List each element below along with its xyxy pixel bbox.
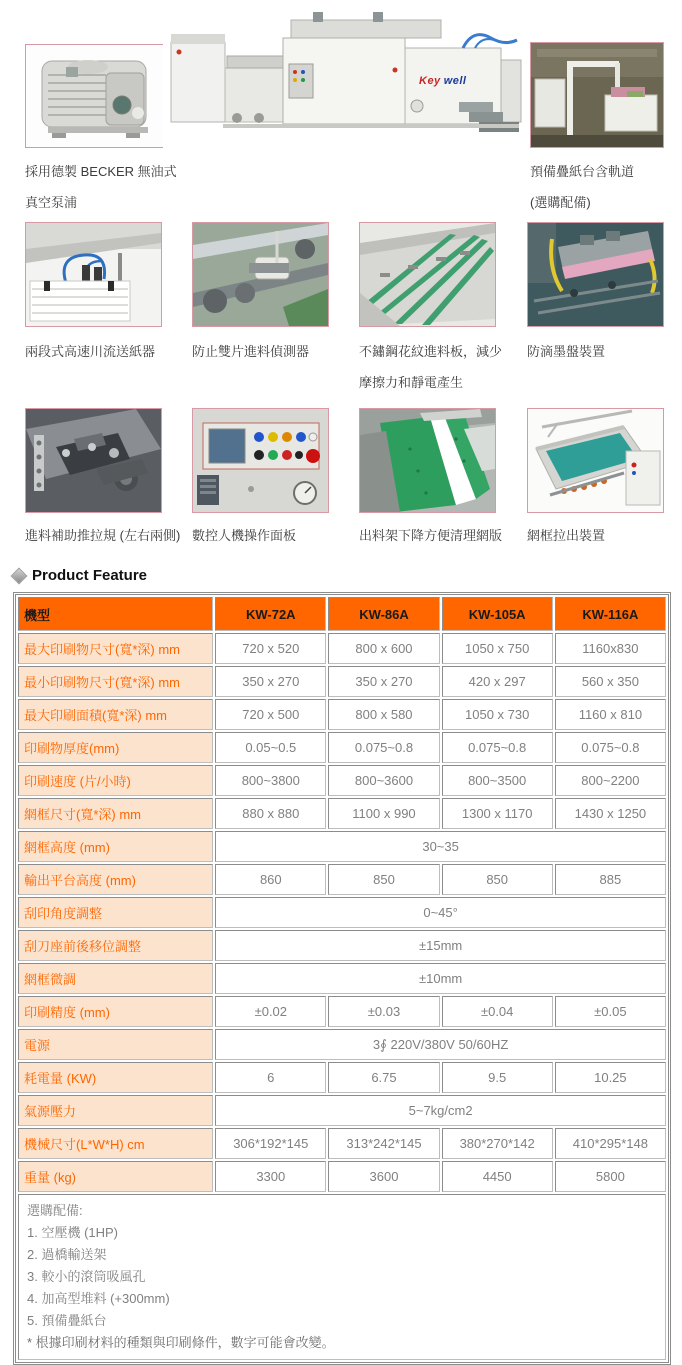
delivery-rack-illustration <box>359 408 496 513</box>
spec-value: 380*270*142 <box>442 1128 553 1159</box>
product-gallery <box>0 0 682 565</box>
spec-value: 3300 <box>215 1161 326 1192</box>
spec-header-model: KW-105A <box>442 597 553 631</box>
spec-value: 800~3500 <box>442 765 553 796</box>
spec-value: 420 x 297 <box>442 666 553 697</box>
spec-row <box>18 864 666 895</box>
spec-header-model: KW-116A <box>555 597 666 631</box>
frame-pullout-illustration <box>527 408 664 513</box>
footnote-line: 5. 預備疊紙台 <box>27 1313 107 1328</box>
spec-value: 1160 x 810 <box>555 699 666 730</box>
spec-value: 313*242*145 <box>328 1128 439 1159</box>
spec-value-span: 30~35 <box>215 831 666 862</box>
spec-value: 350 x 270 <box>328 666 439 697</box>
photo-vacuum-pump <box>25 44 165 148</box>
photo-feed-gauge <box>25 408 162 513</box>
spec-value: 0.05~0.5 <box>215 732 326 763</box>
spec-row-label: 最大印刷面積(寬*深) mm <box>18 699 213 730</box>
caption-line: 摩擦力和靜電產生 <box>359 375 464 390</box>
spec-value: ±0.05 <box>555 996 666 1027</box>
spec-value: 5800 <box>555 1161 666 1192</box>
caption-line: 網框拉出裝置 <box>527 528 606 543</box>
caption-line: 兩段式高速川流送紙器 <box>25 344 156 359</box>
spec-row-label: 電源 <box>18 1029 213 1060</box>
spec-row-label: 網框尺寸(寬*深) mm <box>18 798 213 829</box>
photo-ink-drip-tray <box>527 222 664 327</box>
spec-value: 860 <box>215 864 326 895</box>
section-heading <box>13 567 682 584</box>
spec-row <box>18 633 666 664</box>
feed-board-illustration <box>359 222 496 327</box>
brand-keywell-blue: well <box>443 75 467 87</box>
spec-value-span: ±10mm <box>215 963 666 994</box>
photo-delivery-rack <box>359 408 496 513</box>
spec-value: 850 <box>328 864 439 895</box>
spec-row-label: 網框微調 <box>18 963 213 994</box>
spec-value: 880 x 880 <box>215 798 326 829</box>
spec-header-model: KW-72A <box>215 597 326 631</box>
spec-row-label: 印刷精度 (mm) <box>18 996 213 1027</box>
spec-row-label: 印刷速度 (片/小時) <box>18 765 213 796</box>
spec-value: 1300 x 1170 <box>442 798 553 829</box>
spec-header-model-label: 機型 <box>18 597 213 631</box>
spec-value: 6.75 <box>328 1062 439 1093</box>
spec-row-label: 輸出平台高度 (mm) <box>18 864 213 895</box>
spec-row-label: 最小印刷物尺寸(寬*深) mm <box>18 666 213 697</box>
spec-value: 1100 x 990 <box>328 798 439 829</box>
spec-value: 0.075~0.8 <box>328 732 439 763</box>
photo-sheet-feeder <box>25 222 162 327</box>
spec-row <box>18 996 666 1027</box>
spec-value: 0.075~0.8 <box>555 732 666 763</box>
spec-value: 800~3600 <box>328 765 439 796</box>
spec-row-label: 刮刀座前後移位調整 <box>18 930 213 961</box>
photo-machine-overview <box>163 6 525 156</box>
photo-double-sheet-detector <box>192 222 329 327</box>
caption-vacuum-pump <box>25 156 177 218</box>
spec-row <box>18 1062 666 1093</box>
footnote-line: 選購配備: <box>27 1203 83 1218</box>
caption-ink-drip-tray <box>527 336 605 367</box>
spec-row <box>18 666 666 697</box>
spec-row <box>18 831 666 862</box>
caption-line: 進料補助推拉規 (左右兩側) <box>25 528 181 543</box>
spec-row-label: 網框高度 (mm) <box>18 831 213 862</box>
stacker-rail-illustration <box>530 42 664 148</box>
caption-frame-pullout <box>527 520 605 551</box>
spec-value: ±0.04 <box>442 996 553 1027</box>
spec-value: 1050 x 730 <box>442 699 553 730</box>
spec-value: 800 x 600 <box>328 633 439 664</box>
spec-value: 1050 x 750 <box>442 633 553 664</box>
section-title: Product Feature <box>32 567 148 584</box>
footnote-line: 3. 較小的滾筒吸風孔 <box>27 1269 146 1284</box>
spec-value: 306*192*145 <box>215 1128 326 1159</box>
vacuum-pump-illustration <box>25 44 165 148</box>
photo-control-panel <box>192 408 329 513</box>
spec-value: 800~2200 <box>555 765 666 796</box>
spec-value-span: 3∮ 220V/380V 50/60HZ <box>215 1029 666 1060</box>
spec-row <box>18 798 666 829</box>
spec-value: 350 x 270 <box>215 666 326 697</box>
spec-value: 3600 <box>328 1161 439 1192</box>
spec-value: 410*295*148 <box>555 1128 666 1159</box>
photo-paper-stacker-rail <box>530 42 664 148</box>
caption-line: 數控人機操作面板 <box>192 528 297 543</box>
spec-row-label: 印刷物厚度(mm) <box>18 732 213 763</box>
spec-row <box>18 732 666 763</box>
spec-row <box>18 1128 666 1159</box>
caption-line: 防止雙片進料偵測器 <box>192 344 310 359</box>
caption-line: 預備疊紙台含軌道 <box>530 164 635 179</box>
spec-row <box>18 699 666 730</box>
spec-row-label: 耗電量 (KW) <box>18 1062 213 1093</box>
spec-value: 1160x830 <box>555 633 666 664</box>
spec-row-label: 最大印刷物尺寸(寬*深) mm <box>18 633 213 664</box>
spec-row <box>18 1029 666 1060</box>
spec-value: 1430 x 1250 <box>555 798 666 829</box>
spec-value: 6 <box>215 1062 326 1093</box>
feed-gauge-illustration <box>25 408 162 513</box>
spec-header-row <box>18 597 666 631</box>
spec-value: 800~3800 <box>215 765 326 796</box>
spec-header-model: KW-86A <box>328 597 439 631</box>
caption-line: (選購配備) <box>530 195 591 210</box>
caption-line: 採用德製 BECKER 無油式 <box>25 164 177 179</box>
spec-value: ±0.03 <box>328 996 439 1027</box>
diamond-icon <box>11 567 28 584</box>
caption-feed-board <box>359 336 502 398</box>
spec-value: 9.5 <box>442 1062 553 1093</box>
caption-paper-stacker-rail <box>530 156 634 218</box>
caption-line: 不鏽鋼花紋進料板，減少 <box>359 344 503 359</box>
footnote-line: 2. 過橋輸送架 <box>27 1247 107 1262</box>
caption-control-panel <box>192 520 296 551</box>
caption-line: 出料架下降方便清理網版 <box>359 528 503 543</box>
spec-table <box>15 594 669 1363</box>
footnote-line: 1. 空壓機 (1HP) <box>27 1225 119 1240</box>
svg-text:Keywell <box>419 75 467 87</box>
spec-row-label: 刮印角度調整 <box>18 897 213 928</box>
caption-feed-gauge <box>25 520 180 551</box>
footnote-line: * 根據印刷材料的種類與印刷條件，數字可能會改變。 <box>27 1335 335 1350</box>
spec-value: 4450 <box>442 1161 553 1192</box>
spec-table-wrap <box>13 592 671 1365</box>
photo-feed-board <box>359 222 496 327</box>
spec-row <box>18 765 666 796</box>
footnote-line: 4. 加高型堆料 (+300mm) <box>27 1291 170 1306</box>
spec-value: 560 x 350 <box>555 666 666 697</box>
spec-row <box>18 1095 666 1126</box>
spec-row-label: 重量 (kg) <box>18 1161 213 1192</box>
photo-frame-pullout <box>527 408 664 513</box>
spec-value-span: ±15mm <box>215 930 666 961</box>
machine-overview-illustration <box>163 6 525 156</box>
caption-line: 防滴墨盤裝置 <box>527 344 606 359</box>
spec-row <box>18 963 666 994</box>
brand-keywell-red: Key <box>419 75 441 87</box>
caption-delivery-rack <box>359 520 502 551</box>
spec-value: 720 x 500 <box>215 699 326 730</box>
spec-value: 720 x 520 <box>215 633 326 664</box>
spec-value: 850 <box>442 864 553 895</box>
spec-value-span: 0~45° <box>215 897 666 928</box>
spec-row <box>18 930 666 961</box>
spec-footnote-cell <box>18 1194 666 1360</box>
spec-value: ±0.02 <box>215 996 326 1027</box>
spec-row <box>18 897 666 928</box>
ink-drip-tray-illustration <box>527 222 664 327</box>
double-sheet-detector-illustration <box>192 222 329 327</box>
spec-row-label: 機械尺寸(L*W*H) cm <box>18 1128 213 1159</box>
spec-row <box>18 1161 666 1192</box>
caption-double-sheet-detector <box>192 336 309 367</box>
spec-row-label: 氣源壓力 <box>18 1095 213 1126</box>
control-panel-illustration <box>192 408 329 513</box>
spec-value: 10.25 <box>555 1062 666 1093</box>
spec-footnote-row <box>18 1194 666 1360</box>
spec-value: 885 <box>555 864 666 895</box>
spec-value: 0.075~0.8 <box>442 732 553 763</box>
caption-sheet-feeder <box>25 336 155 367</box>
caption-line: 真空泵浦 <box>25 195 78 210</box>
spec-value: 800 x 580 <box>328 699 439 730</box>
spec-value-span: 5~7kg/cm2 <box>215 1095 666 1126</box>
sheet-feeder-illustration <box>25 222 162 327</box>
